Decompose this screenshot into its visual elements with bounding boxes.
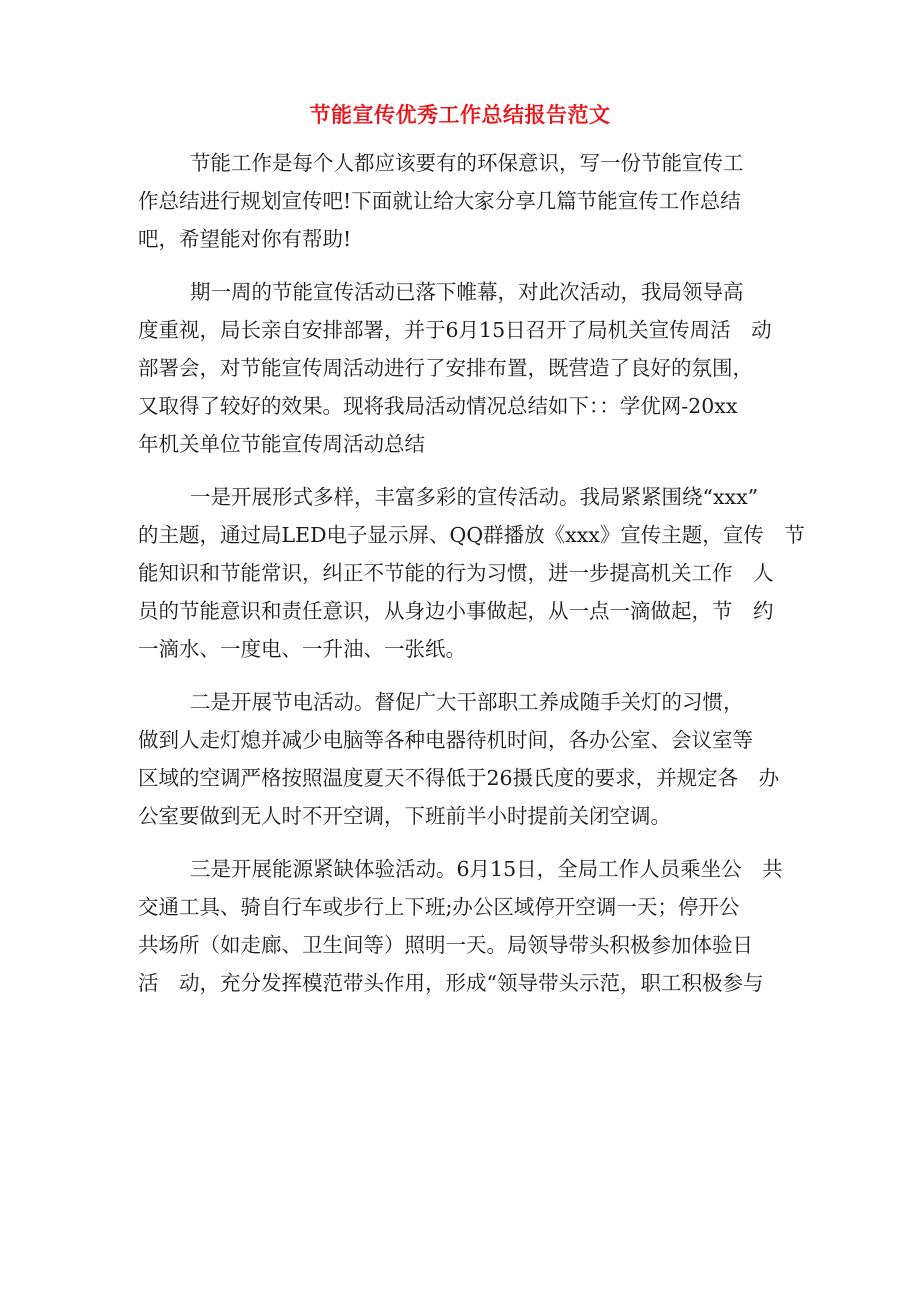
text-line: 能知识和节能常识，纠正不节能的行为习惯，进一步提高机关工作 人 bbox=[138, 561, 774, 585]
text-line: 节能工作是每个人都应该要有的环保意识，写一份节能宣传工 bbox=[190, 151, 744, 175]
paragraph-intro bbox=[138, 144, 798, 258]
text-line: 作总结进行规划宣传吧!下面就让给大家分享几篇节能宣传工作总结 bbox=[138, 189, 741, 213]
text-line: 的主题，通过局LED电子显示屏、QQ群播放《xxx》宣传主题，宣传 节 bbox=[138, 523, 805, 547]
text-line: 部署会，对节能宣传周活动进行了安排布置，既营造了良好的氛围， bbox=[138, 356, 753, 380]
text-line: 三是开展能源紧缺体验活动。6月15日，全局工作人员乘坐公 共 bbox=[190, 857, 783, 881]
text-line: 一滴水、一度电、一升油、一张纸。 bbox=[138, 637, 466, 661]
paragraph-point-two bbox=[138, 683, 798, 835]
text-line: 吧，希望能对你有帮助! bbox=[138, 227, 352, 251]
text-line: 交通工具、骑自行车或步行上下班;办公区域停开空调一天；停开公 bbox=[138, 895, 740, 919]
text-line: 度重视，局长亲自安排部署，并于6月15日召开了局机关宣传周活 动 bbox=[138, 318, 772, 342]
text-line: 又取得了较好的效果。现将我局活动情况总结如下：：学优网-20xx bbox=[138, 394, 738, 418]
text-line: 员的节能意识和责任意识，从身边小事做起，从一点一滴做起，节 约 bbox=[138, 599, 774, 623]
text-line: 区域的空调严格按照温度夏天不得低于26摄氏度的要求，并规定各 办 bbox=[138, 766, 780, 790]
text-line: 期一周的节能宣传活动已落下帷幕，对此次活动，我局领导高 bbox=[190, 280, 744, 304]
text-line: 共场所（如走廊、卫生间等）照明一天。局领导带头积极参加体验日 bbox=[138, 933, 753, 957]
text-line: 公室要做到无人时不开空调，下班前半小时提前关闭空调。 bbox=[138, 804, 671, 828]
text-line: 二是开展节电活动。督促广大干部职工养成随手关灯的习惯， bbox=[190, 690, 744, 714]
text-line: 年机关单位节能宣传周活动总结 bbox=[138, 432, 425, 456]
text-line: 做到人走灯熄并减少电脑等各种电器待机时间，各办公室、会议室等 bbox=[138, 728, 753, 752]
paragraph-point-three bbox=[138, 850, 798, 1002]
document-title: 节能宣传优秀工作总结报告范文 bbox=[309, 102, 611, 127]
text-line: 活 动，充分发挥模范带头作用，形成“领导带头示范，职工积极参与 bbox=[138, 971, 764, 995]
document-body bbox=[138, 144, 805, 1017]
text-line: 一是开展形式多样，丰富多彩的宣传活动。我局紧紧围绕“xxx” bbox=[190, 485, 759, 509]
paragraph-point-one bbox=[138, 478, 805, 668]
paragraph-overview bbox=[138, 273, 798, 463]
